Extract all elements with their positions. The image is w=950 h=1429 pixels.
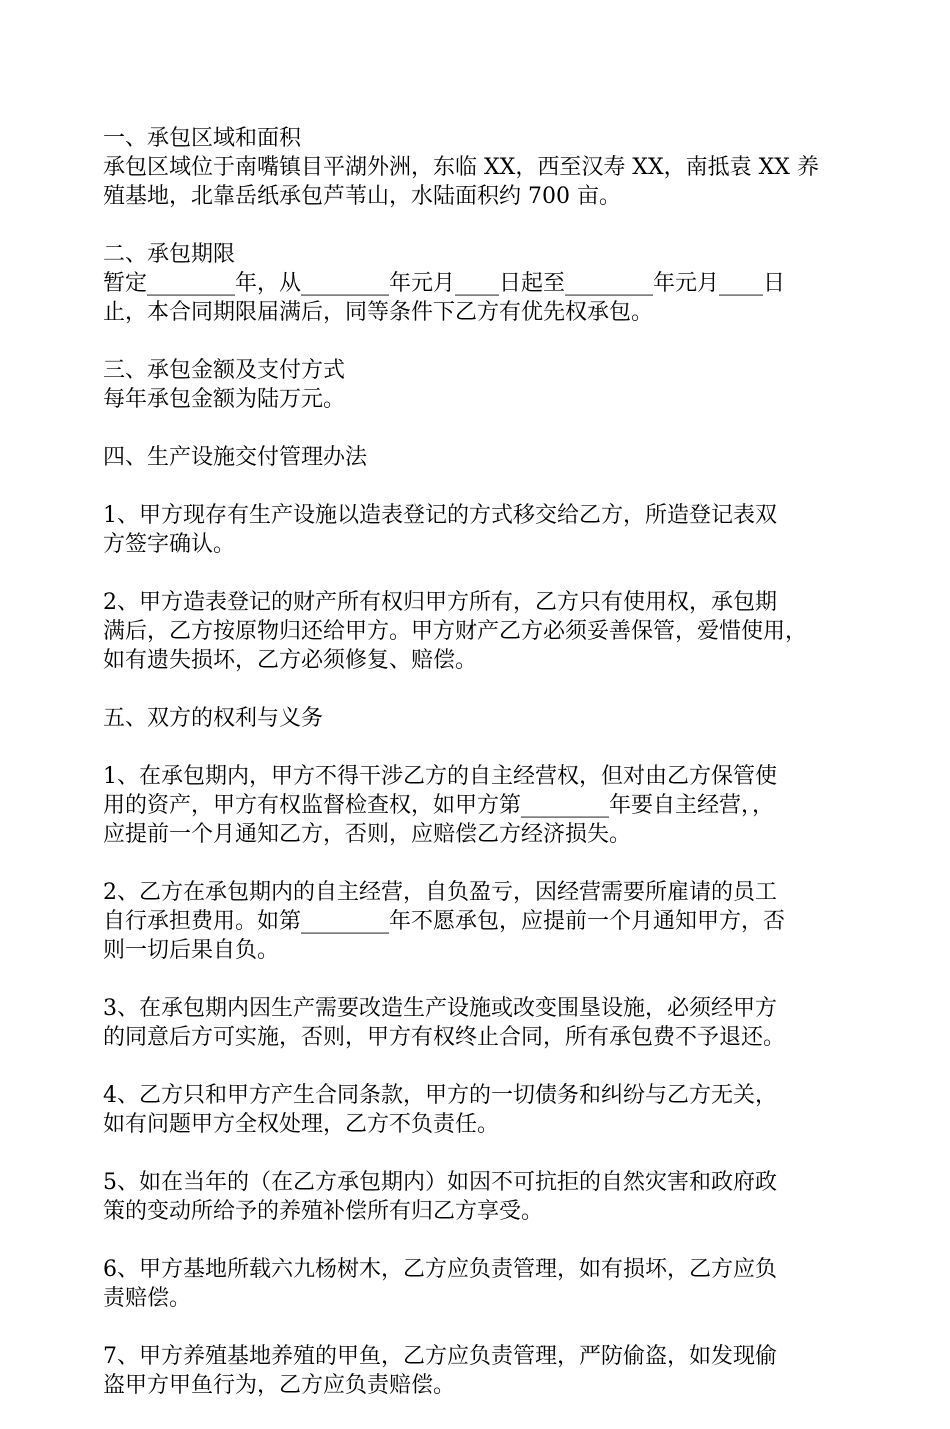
paragraph bbox=[103, 124, 863, 211]
text-line: 如有问题甲方全权处理，乙方不负责任。 bbox=[103, 1112, 500, 1137]
text-line: 4、乙方只和甲方产生合同条款，甲方的一切债务和纠纷与乙方无关， bbox=[103, 1083, 777, 1108]
text-line: 每年承包金额为陆万元。 bbox=[103, 387, 346, 412]
text-line: 止，本合同期限届满后，同等条件下乙方有优先权承包。 bbox=[103, 300, 654, 325]
paragraph bbox=[103, 240, 863, 327]
text-line: 6、甲方基地所载六九杨树木，乙方应负责管理，如有损坏，乙方应负 bbox=[103, 1257, 777, 1282]
text-line: 3、在承包期内因生产需要改造生产设施或改变围垦设施，必须经甲方 bbox=[103, 996, 777, 1021]
text-line: 三、承包金额及支付方式 bbox=[103, 358, 346, 383]
text-line: 五、双方的权利与义务 bbox=[103, 706, 324, 731]
paragraph bbox=[103, 1081, 863, 1139]
paragraph bbox=[103, 704, 863, 733]
text-line: 则一切后果自负。 bbox=[103, 938, 280, 963]
paragraph bbox=[103, 1168, 863, 1226]
text-line: 应提前一个月通知乙方，否则，应赔偿乙方经济损失。 bbox=[103, 822, 632, 847]
paragraph bbox=[103, 878, 863, 965]
paragraph bbox=[103, 443, 863, 472]
text-line: 自行承担费用。如第________年不愿承包，应提前一个月通知甲方，否 bbox=[103, 909, 786, 934]
text-line: 暂定________年，从________年元月____日起至________年元月____日 bbox=[103, 271, 786, 296]
text-line: 二、承包期限 bbox=[103, 242, 236, 267]
text-line: 方签字确认。 bbox=[103, 532, 236, 557]
text-line: 如有遗失损坏，乙方必须修复、赔偿。 bbox=[103, 648, 478, 673]
paragraph bbox=[103, 501, 863, 559]
text-line: 一、承包区域和面积 bbox=[103, 126, 302, 151]
paragraph bbox=[103, 762, 863, 849]
text-line: 1、甲方现存有生产设施以造表登记的方式移交给乙方，所造登记表双 bbox=[103, 503, 777, 528]
text-line: 1、在承包期内，甲方不得干涉乙方的自主经营权，但对由乙方保管使 bbox=[103, 764, 777, 789]
paragraph bbox=[103, 994, 863, 1052]
text-line: 四、生产设施交付管理办法 bbox=[103, 445, 368, 470]
paragraph bbox=[103, 588, 863, 675]
text-line: 殖基地，北靠岳纸承包芦苇山，水陆面积约 700 亩。 bbox=[103, 184, 621, 209]
text-line: 承包区域位于南嘴镇目平湖外洲，东临 XX，西至汉寿 XX，南抵袁 XX 养 bbox=[103, 155, 819, 180]
text-line: 满后，乙方按原物归还给甲方。甲方财产乙方必须妥善保管，爱惜使用， bbox=[103, 619, 808, 644]
text-line: 盗甲方甲鱼行为，乙方应负责赔偿。 bbox=[103, 1373, 456, 1398]
text-line: 2、乙方在承包期内的自主经营，自负盈亏，因经营需要所雇请的员工 bbox=[103, 880, 777, 905]
paragraph bbox=[103, 1342, 863, 1400]
paragraph bbox=[103, 1255, 863, 1313]
text-line: 的同意后方可实施，否则，甲方有权终止合同，所有承包费不予退还。 bbox=[103, 1025, 786, 1050]
text-line: 2、甲方造表登记的财产所有权归甲方所有，乙方只有使用权，承包期 bbox=[103, 590, 777, 615]
text-line: 策的变动所给予的养殖补偿所有归乙方享受。 bbox=[103, 1199, 544, 1224]
text-line: 7、甲方养殖基地养殖的甲鱼，乙方应负责管理，严防偷盗，如发现偷 bbox=[103, 1344, 777, 1369]
text-line: 5、如在当年的（在乙方承包期内）如因不可抗拒的自然灾害和政府政 bbox=[103, 1170, 777, 1195]
text-line: 用的资产，甲方有权监督检查权，如甲方第________年要自主经营，， bbox=[103, 793, 775, 818]
document-body bbox=[103, 124, 863, 1429]
paragraph bbox=[103, 356, 863, 414]
text-line: 责赔偿。 bbox=[103, 1286, 192, 1311]
